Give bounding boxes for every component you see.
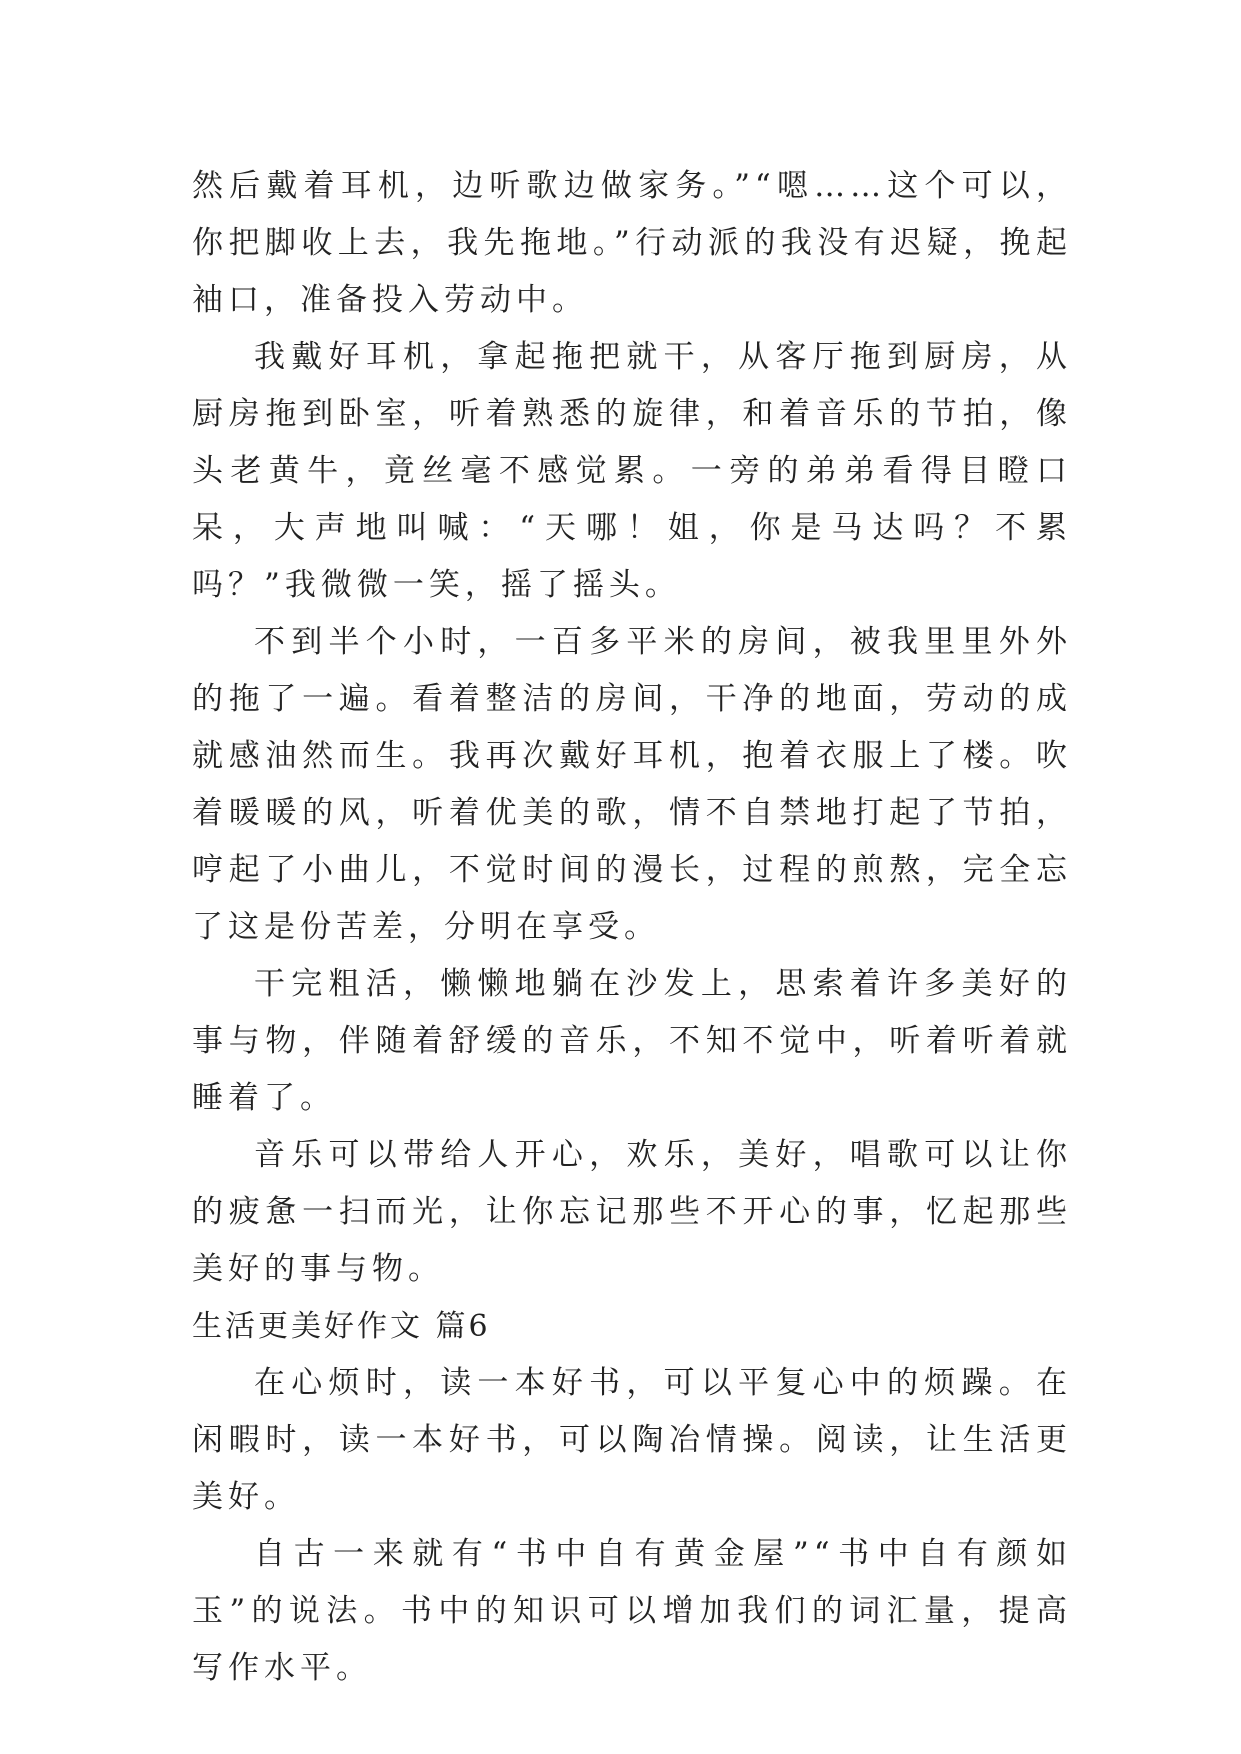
- document-body: [192, 158, 1072, 1697]
- section-paragraph-2: 自古一来就有“书中自有黄金屋”“书中自有颜如玉”的说法。书中的知识可以增加我们的词汇量，提高写作水平。: [192, 1536, 1072, 1686]
- paragraph-5: 音乐可以带给人开心，欢乐，美好，唱歌可以让你的疲惫一扫而光，让你忘记那些不开心的事，忆起那些美好的事与物。: [192, 1137, 1072, 1287]
- section-heading: 生活更美好作文 篇6: [192, 1309, 491, 1344]
- paragraph-4: 干完粗活，懒懒地躺在沙发上，思索着许多美好的事与物，伴随着舒缓的音乐，不知不觉中，听着听着就睡着了。: [192, 966, 1072, 1116]
- paragraph-3: 不到半个小时，一百多平米的房间，被我里里外外的拖了一遍。看着整洁的房间，干净的地面，劳动的成就感油然而生。我再次戴好耳机，抱着衣服上了楼。吹着暖暖的风，听着优美的歌，情不自禁地打起了节拍，哼起了小曲儿，不觉时间的漫长，过程的煎熬，完全忘了这是份苦差，分明在享受。: [192, 624, 1072, 945]
- paragraph-2: 我戴好耳机，拿起拖把就干，从客厅拖到厨房，从厨房拖到卧室，听着熟悉的旋律，和着音乐的节拍，像头老黄牛，竟丝毫不感觉累。一旁的弟弟看得目瞪口呆，大声地叫喊：“天哪！姐，你是马达吗？不累吗？”我微微一笑，摇了摇头。: [192, 339, 1072, 603]
- section-paragraph-1: 在心烦时，读一本好书，可以平复心中的烦躁。在闲暇时，读一本好书，可以陶冶情操。阅读，让生活更美好。: [192, 1365, 1072, 1515]
- paragraph-1: 然后戴着耳机，边听歌边做家务。”“嗯……这个可以，你把脚收上去，我先拖地。”行动派的我没有迟疑，挽起袖口，准备投入劳动中。: [192, 168, 1072, 318]
